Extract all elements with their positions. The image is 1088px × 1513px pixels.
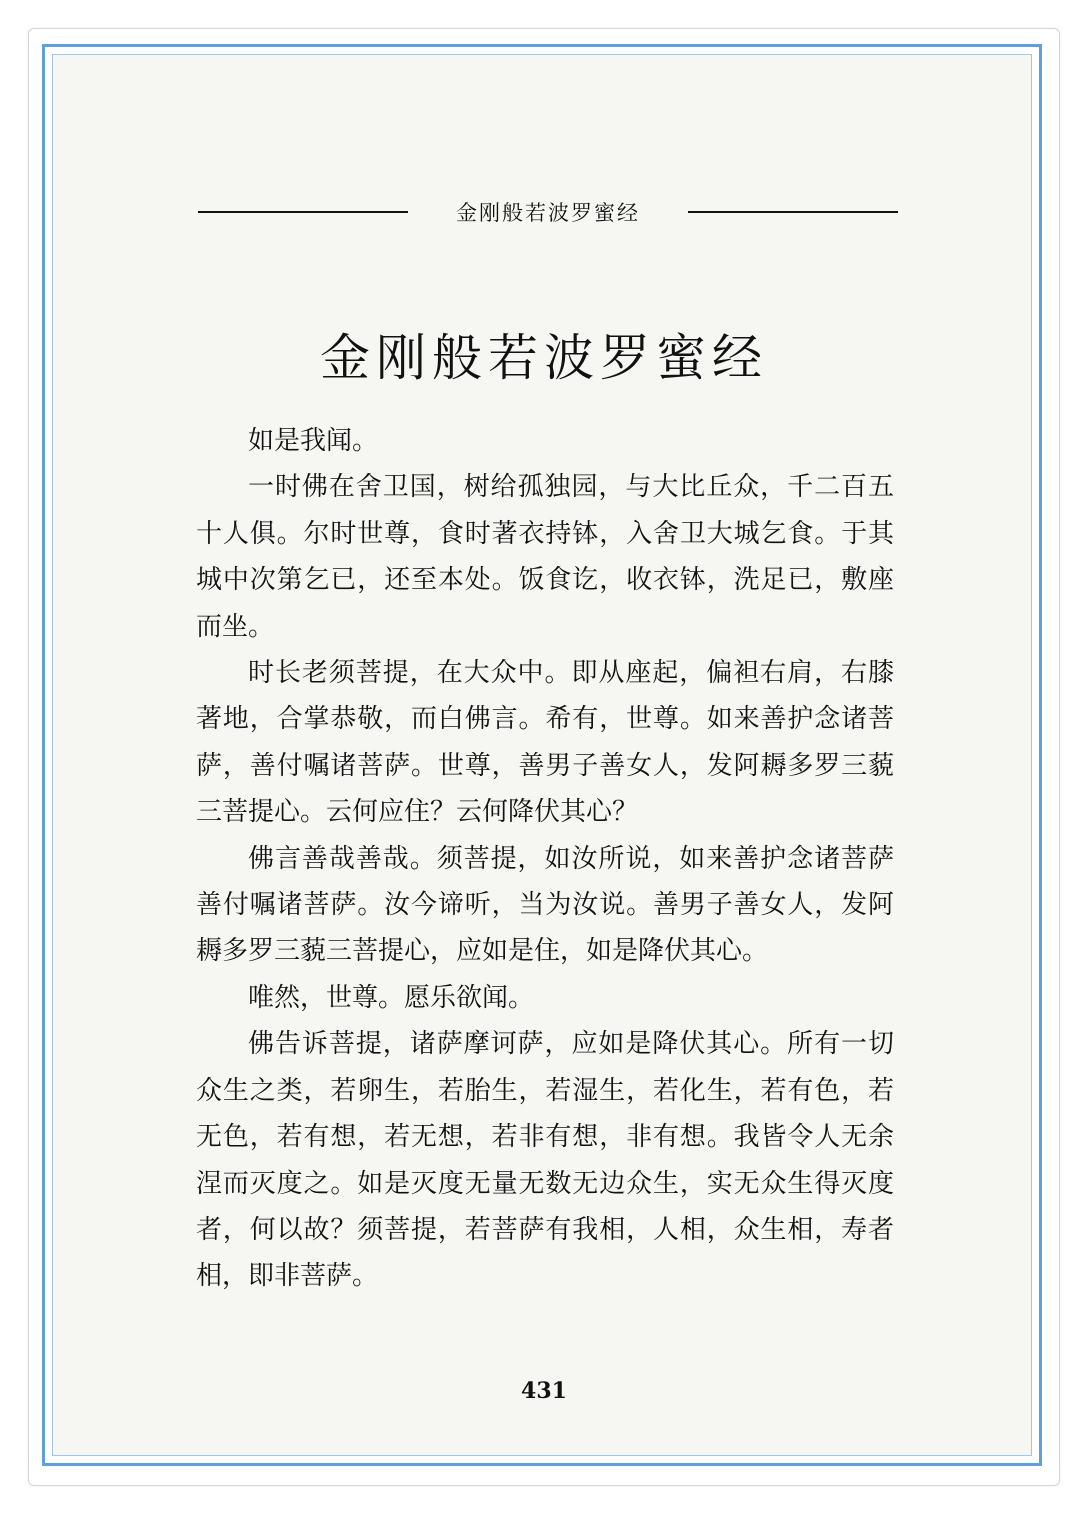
header-rule-right xyxy=(688,211,898,213)
paragraph: 如是我闻。 xyxy=(248,426,379,456)
paragraph: 佛言善哉善哉。须菩提，如汝所说，如来善护念诸菩萨善付嘱诸菩萨。汝今谛听，当为汝说。善男子善女人，发阿耨多罗三藐三菩提心，应如是住，如是降伏其心。 xyxy=(196,843,894,967)
chapter-title: 金刚般若波罗蜜经 xyxy=(320,329,768,387)
body-text xyxy=(196,418,894,1300)
paragraph: 唯然，世尊。愿乐欲闻。 xyxy=(248,982,535,1013)
page-number: 431 xyxy=(521,1378,567,1404)
paragraph: 时长老须菩提，在大众中。即从座起，偏袒右肩，右膝著地，合掌恭敬，而白佛言。希有，世尊。如来善护念诸菩萨，善付嘱诸菩萨。世尊，善男子善女人，发阿耨多罗三藐三菩提心。云何应住？云何降伏其心？ xyxy=(196,658,894,828)
paragraph: 一时佛在舍卫国，树给孤独园，与大比丘众，千二百五十人俱。尔时世尊，食时著衣持钵，入舍卫大城乞食。于其城中次第乞已，还至本处。饭食讫，收衣钵，洗足已，敷座而坐。 xyxy=(196,472,894,642)
running-header xyxy=(198,196,898,228)
running-header-title: 金刚般若波罗蜜经 xyxy=(456,201,640,225)
paragraph: 佛告诉菩提，诸萨摩诃萨，应如是降伏其心。所有一切众生之类，若卵生，若胎生，若湿生，若化生，若有色，若无色，若有想，若无想，若非有想，非有想。我皆令人无余涅而灭度之。如是灭度无量无数无边众生，实无众生得灭度者，何以故？须菩提，若菩萨有我相，人相，众生相，寿者相，即非菩萨。 xyxy=(196,1029,894,1292)
header-rule-left xyxy=(198,211,408,213)
